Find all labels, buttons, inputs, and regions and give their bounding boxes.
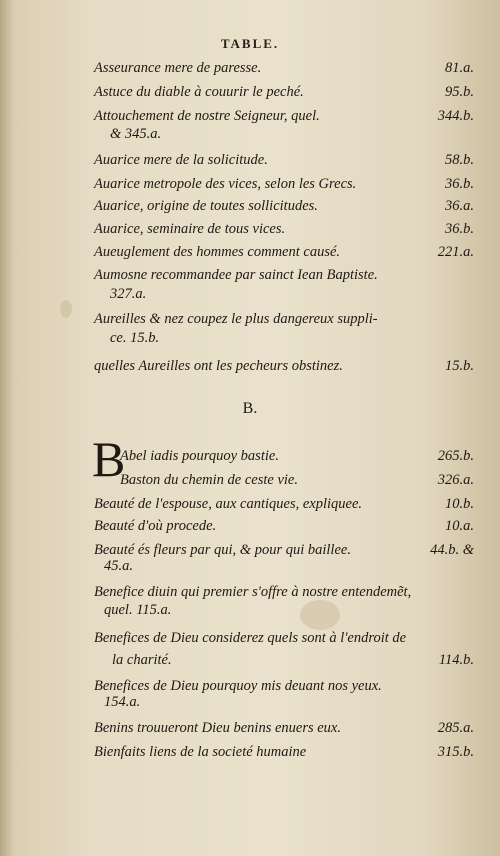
- entry-ref: 36.b.: [445, 221, 474, 237]
- page-fold-shadow: [0, 0, 14, 856]
- entry-text: Auarice, origine de toutes sollicitudes.: [94, 198, 318, 214]
- entry-continuation: 45.a.: [104, 558, 133, 574]
- entry-text: Beauté d'où procede.: [94, 518, 217, 534]
- index-entry: [94, 742, 474, 762]
- index-entry: [94, 150, 474, 170]
- index-entry: [94, 219, 474, 239]
- entry-text: Benefices de Dieu considerez quels sont à l'endroit de: [94, 630, 407, 646]
- index-entry: [94, 242, 474, 262]
- entry-text: Aureilles & nez coupez le plus dangereux suppli-: [94, 311, 378, 327]
- entry-continuation: & 345.a.: [110, 126, 162, 142]
- entry-ref: 221.a.: [437, 244, 474, 260]
- index-entry: [94, 265, 474, 285]
- index-entry: [94, 718, 474, 738]
- entry-text: Astuce du diable à couurir le peché.: [94, 84, 304, 100]
- drop-cap: B: [92, 431, 126, 487]
- page-header: TABLE.: [220, 36, 280, 51]
- entry-text: la charité.: [112, 652, 172, 668]
- entry-ref: 58.b.: [445, 152, 474, 168]
- entry-text: Beauté és fleurs par qui, & pour qui baillee.: [94, 542, 351, 558]
- index-entry: [120, 470, 474, 490]
- entry-text: Benefice diuin qui premier s'offre à nostre entendemẽt,: [94, 584, 412, 600]
- section-heading: B.: [242, 400, 258, 417]
- entry-text: Benefices de Dieu pourquoy mis deuant nos yeux.: [94, 678, 382, 694]
- entry-text: Bienfaits liens de la societé humaine: [94, 744, 307, 760]
- entry-text: Abel iadis pourquoy bastie.: [120, 448, 279, 464]
- entry-text: quelles Aureilles ont les pecheurs obstinez.: [94, 358, 343, 374]
- entry-ref: 36.a.: [445, 198, 474, 214]
- entry-ref: 344.b.: [437, 108, 474, 124]
- entry-continuation: ce. 15.b.: [110, 330, 160, 346]
- entry-ref: 44.b. &: [430, 542, 474, 558]
- entry-text: Auarice, seminaire de tous vices.: [94, 221, 286, 237]
- index-entry: [94, 628, 474, 648]
- entry-text: Auarice mere de la solicitude.: [94, 152, 268, 168]
- index-entry: [94, 356, 474, 376]
- entry-ref: 81.a.: [445, 60, 474, 76]
- index-entry: [120, 446, 474, 466]
- index-entry: [94, 106, 474, 126]
- index-entry: [94, 174, 474, 194]
- entry-continuation: 154.a.: [104, 694, 141, 710]
- entry-text: Benins trouueront Dieu benins enuers eux.: [94, 720, 341, 736]
- index-entry: [94, 582, 474, 602]
- index-entry: [94, 309, 474, 329]
- entry-ref: 95.b.: [445, 84, 474, 100]
- paper-stain: [60, 300, 72, 318]
- index-entry: [94, 540, 474, 560]
- entry-text: Asseurance mere de paresse.: [94, 60, 262, 76]
- paper-stain: [300, 600, 340, 630]
- entry-text: Beauté de l'espouse, aux cantiques, expliquee.: [94, 496, 363, 512]
- entry-ref: 114.b.: [438, 652, 474, 668]
- entry-ref: 326.a.: [437, 472, 474, 488]
- entry-ref: 315.b.: [437, 744, 474, 760]
- index-entry: [94, 676, 474, 696]
- entry-text: Attouchement de nostre Seigneur, quel.: [94, 108, 320, 124]
- index-entry: [94, 516, 474, 536]
- entry-ref: 15.b.: [445, 358, 474, 374]
- entry-ref: 10.a.: [445, 518, 474, 534]
- index-entry: [94, 494, 474, 514]
- index-entry: [94, 58, 474, 78]
- entry-continuation: 327.a.: [110, 286, 147, 302]
- entry-ref: 265.b.: [437, 448, 474, 464]
- entry-continuation: quel. 115.a.: [104, 602, 172, 618]
- index-entry: [94, 196, 474, 216]
- index-entry: [94, 82, 474, 102]
- entry-text: Aueuglement des hommes comment causé.: [94, 244, 341, 260]
- entry-ref: 36.b.: [445, 176, 474, 192]
- entry-ref: 10.b.: [445, 496, 474, 512]
- index-entry: [112, 650, 474, 670]
- entry-text: Auarice metropole des vices, selon les Grecs.: [94, 176, 357, 192]
- entry-text: Aumosne recommandee par sainct Iean Baptiste.: [94, 267, 378, 283]
- entry-text: Baston du chemin de ceste vie.: [120, 472, 298, 488]
- entry-ref: 285.a.: [437, 720, 474, 736]
